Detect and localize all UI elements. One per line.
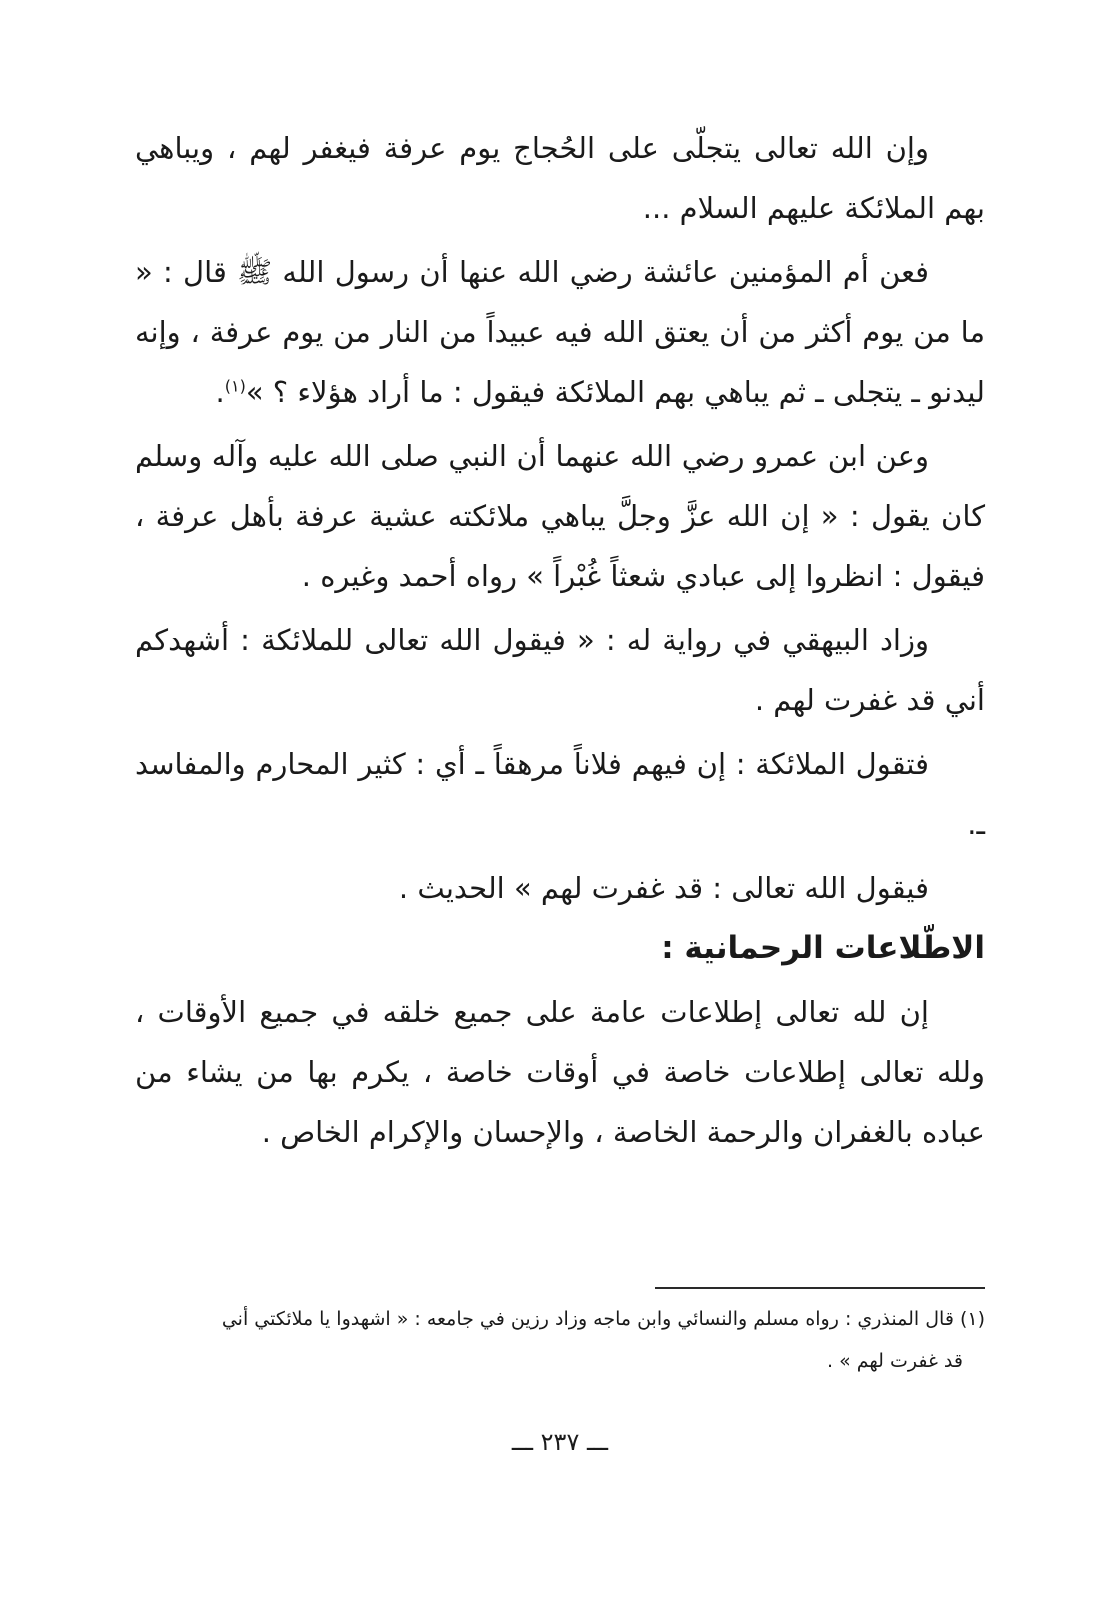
paragraph-2-text: فعن أم المؤمنين عائشة رضي الله عنها أن رسول الله ﷺ قال : « ما من يوم أكثر من أن يعتق الله فيه عبيداً من النار من يوم عرفة ، وإنه ليدنو ـ يتجلى ـ ثم يباهي بهم الملائكة فيقول : ما أراد هؤلاء ؟ » <box>135 255 985 409</box>
footnote-reference: (١) <box>224 376 246 396</box>
footnote-line-2: قد غفرت لهم » . <box>827 1350 963 1372</box>
main-text <box>135 118 985 1162</box>
closing-paragraph: إن لله تعالى إطلاعات عامة على جميع خلقه في جميع الأوقات ، ولله تعالى إطلاعات خاصة في أوقات خاصة ، يكرم بها من يشاء من عباده بالغفران والرحمة الخاصة ، والإحسان والإكرام الخاص . <box>135 995 985 1149</box>
paragraph-5: فتقول الملائكة : إن فيهم فلاناً مرهقاً ـ أي : كثير المحارم والمفاسد ـ. <box>135 747 985 841</box>
section-heading: الاطّلاعات الرحمانية : <box>661 930 985 966</box>
paragraph-3: وعن ابن عمرو رضي الله عنهما أن النبي صلى الله عليه وآله وسلم كان يقول : « إن الله عزَّ وجلَّ يباهي ملائكته عشية عرفة بأهل عرفة ، فيقول : انظروا إلى عبادي شعثاً غُبْراً » رواه أحمد وغيره . <box>135 439 985 593</box>
footnote-divider <box>655 1287 985 1289</box>
paragraph-4: وزاد البيهقي في رواية له : « فيقول الله تعالى للملائكة : أشهدكم أني قد غفرت لهم . <box>135 623 985 717</box>
paragraph-2: فعن أم المؤمنين عائشة رضي الله عنها أن رسول الله ﷺ قال : « ما من يوم أكثر من أن يعتق الله فيه عبيداً من النار من يوم عرفة ، وإنه ليدنو ـ يتجلى ـ ثم يباهي بهم الملائكة فيقول : ما أراد هؤلاء ؟ »$^{(١)}$. <box>135 255 985 409</box>
footnote-line-1: (١) قال المنذري : رواه مسلم والنسائي وابن ماجه وزاد رزين في جامعه : « اشهدوا يا ملائكتي أني <box>221 1308 985 1330</box>
paragraph-6: فيقول الله تعالى : قد غفرت لهم » الحديث . <box>398 871 929 905</box>
footnote <box>135 1298 985 1382</box>
paragraph-1: وإن الله تعالى يتجلّى على الحُجاج يوم عرفة فيغفر لهم ، ويباهي بهم الملائكة عليهم السلام ... <box>135 131 985 225</box>
page-number: ـــ ٢٣٧ ـــ <box>511 1428 609 1456</box>
